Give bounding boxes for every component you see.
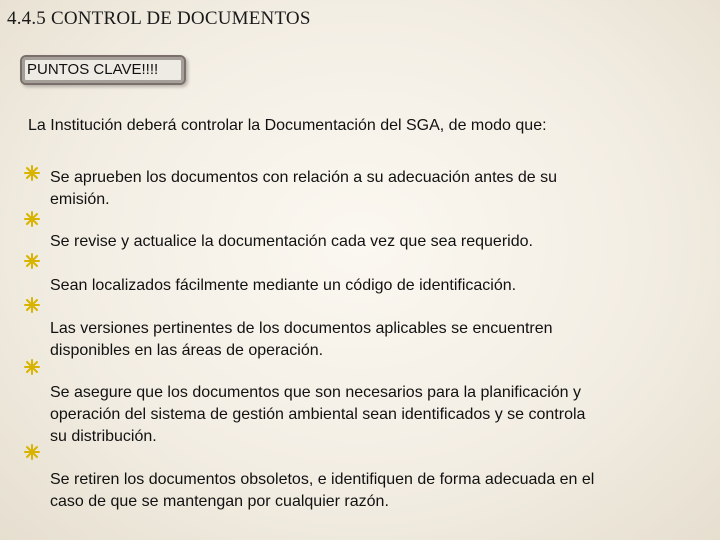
key-points-box: PUNTOS CLAVE!!!! bbox=[20, 55, 186, 85]
list-item-line: Sean localizados fácilmente mediante un código de identificación. bbox=[50, 277, 517, 294]
list-item-line: su distribución. bbox=[50, 428, 157, 445]
starburst-icon bbox=[24, 165, 40, 181]
slide-title: 4.4.5 CONTROL DE DOCUMENTOS bbox=[7, 8, 311, 29]
list-item-line: Se aprueben los documentos con relación a su adecuación antes de su bbox=[50, 169, 558, 186]
starburst-icon bbox=[24, 359, 40, 375]
list-item-line: Las versiones pertinentes de los documentos aplicables se encuentren bbox=[50, 320, 553, 337]
starburst-icon bbox=[24, 444, 40, 460]
list-item bbox=[50, 382, 680, 448]
list-item bbox=[50, 231, 680, 253]
starburst-icon bbox=[24, 253, 40, 269]
starburst-icon bbox=[24, 211, 40, 227]
starburst-icon bbox=[24, 297, 40, 313]
list-item bbox=[50, 275, 680, 297]
list-item bbox=[50, 469, 680, 513]
list-item bbox=[50, 318, 680, 362]
list-item-line: caso de que se mantengan por cualquier razón. bbox=[50, 493, 389, 510]
list-item-line: emisión. bbox=[50, 191, 110, 208]
list-item-line: operación del sistema de gestión ambiental sean identificados y se controla bbox=[50, 406, 586, 423]
list-item bbox=[50, 167, 680, 211]
list-item-line: Se asegure que los documentos que son necesarios para la planificación y bbox=[50, 384, 581, 401]
intro-text: La Institución deberá controlar la Documentación del SGA, de modo que: bbox=[28, 117, 547, 134]
list-item-line: disponibles en las áreas de operación. bbox=[50, 342, 324, 359]
list-item-line: Se revise y actualice la documentación cada vez que sea requerido. bbox=[50, 233, 533, 250]
list-item-line: Se retiren los documentos obsoletos, e identifiquen de forma adecuada en el bbox=[50, 471, 595, 488]
